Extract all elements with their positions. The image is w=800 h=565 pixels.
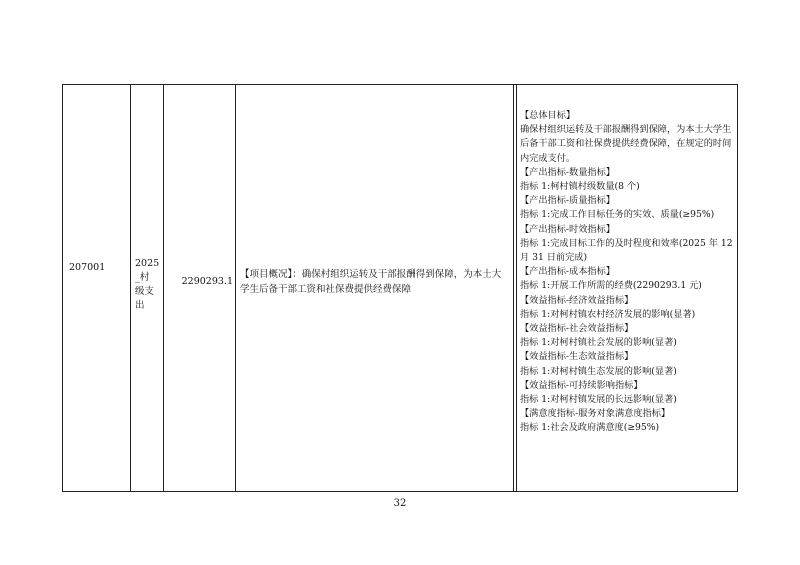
project-name-line: _村 xyxy=(135,272,150,283)
goal-line: 指标 1:对柯村镇农村经济发展的影响(显著) xyxy=(520,308,696,320)
project-name xyxy=(135,257,163,313)
goal-line: 指标 1:对柯村镇生态发展的影响(显著) xyxy=(520,365,677,377)
goal-line: 指标 1:社会及政府满意度(≥95%) xyxy=(520,422,660,434)
column-divider xyxy=(163,85,164,491)
project-name-line: 2025 xyxy=(135,258,160,269)
project-name-line: 级支 xyxy=(135,286,155,297)
goal-line: 指标 1:完成目标工作的及时程度和效率(2025 年 12 月 31 日前完成) xyxy=(520,237,733,264)
goal-line: 指标 1:开展工作所需的经费(2290293.1 元) xyxy=(520,280,702,292)
goal-line: 【效益指标-社会效益指标】 xyxy=(520,323,634,335)
goal-line: 【产出指标-数量指标】 xyxy=(520,166,615,178)
project-code: 207001 xyxy=(69,262,106,273)
project-name-line: 出 xyxy=(135,300,145,311)
goal-line: 【产出指标-质量指标】 xyxy=(520,195,615,207)
performance-goals xyxy=(520,109,735,436)
goal-line: 指标 1:柯村镇村级数量(8 个) xyxy=(520,181,640,193)
goal-line: 【效益指标-可持续影响指标】 xyxy=(520,379,643,391)
goal-line: 【产出指标-时效指标】 xyxy=(520,223,615,235)
project-amount: 2290293.1 xyxy=(181,276,233,287)
project-description: 【项目概况】：确保村组织运转及干部报酬得到保障，为本土大学生后备干部工资和社保费提供经费保障 xyxy=(240,269,502,295)
goal-line: 指标 1:对柯村镇社会发展的影响(显著) xyxy=(520,337,677,349)
goal-line: 确保村组织运转及干部报酬得到保障，为本土大学生后备干部工资和社保费提供经费保障，在规定的时间内完成支付。 xyxy=(520,124,732,164)
goal-line: 【产出指标-成本指标】 xyxy=(520,266,615,278)
goal-line: 指标 1:对柯村镇发展的长远影响(显著) xyxy=(520,394,677,406)
goal-line: 指标 1:完成工作目标任务的实效、质量(≥95%) xyxy=(520,209,715,221)
column-divider xyxy=(513,85,517,491)
budget-table xyxy=(62,84,738,492)
page-number: 32 xyxy=(393,498,407,509)
column-divider xyxy=(235,85,236,491)
goal-line: 【满意度指标-服务对象满意度指标】 xyxy=(520,408,671,420)
goal-line: 【效益指标-生态效益指标】 xyxy=(520,351,634,363)
goal-line: 【总体目标】 xyxy=(520,110,576,121)
goal-line: 【效益指标-经济效益指标】 xyxy=(520,294,634,306)
column-divider xyxy=(130,85,131,491)
